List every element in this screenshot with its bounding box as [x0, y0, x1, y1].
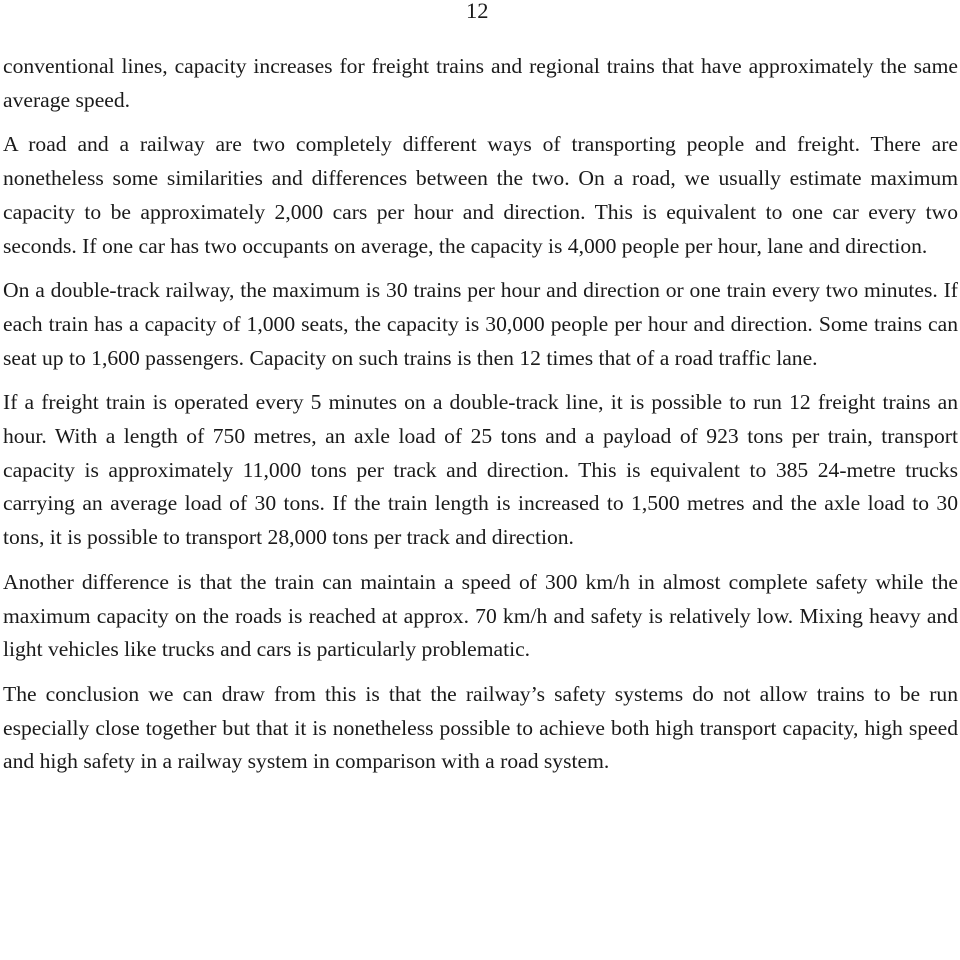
page-number: 12 — [466, 0, 489, 23]
body-text — [3, 50, 958, 790]
paragraph-6: The conclusion we can draw from this is that the railway’s safety systems do not allow trains to be run especially close together but that it is nonetheless possible to achieve both high transport capacity, high speed and high safety in a railway system in comparison with a road system. — [3, 681, 958, 774]
paragraph-4: If a freight train is operated every 5 minutes on a double-track line, it is possible to run 12 freight trains an hour. With a length of 750 metres, an axle load of 25 tons and a payload of 923 tons per train, transport capacity is approximately 11,000 tons per track and direction. This is equivalent to 385 24-metre trucks carrying an average load of 30 tons. If the train length is increased to 1,500 metres and the axle load to 30 tons, it is possible to transport 28,000 tons per track and direction. — [3, 390, 958, 550]
paragraph-2: A road and a railway are two completely different ways of transporting people and freight. There are nonetheless some similarities and differences between the two. On a road, we usually estimate maximum capacity to be approximately 2,000 cars per hour and direction. This is equivalent to one car every two seconds. If one car has two occupants on average, the capacity is 4,000 people per hour, lane and direction. — [3, 132, 958, 258]
paragraph-1: conventional lines, capacity increases for freight trains and regional trains that have approximately the same average speed. — [3, 54, 958, 112]
paragraph-5: Another difference is that the train can maintain a speed of 300 km/h in almost complete safety while the maximum capacity on the roads is reached at approx. 70 km/h and safety is relatively low. Mixing heavy and light vehicles like trucks and cars is particularly problematic. — [3, 569, 958, 662]
paragraph-3: On a double-track railway, the maximum is 30 trains per hour and direction or one train every two minutes. If each train has a capacity of 1,000 seats, the capacity is 30,000 people per hour and direction. Some trains can seat up to 1,600 passengers. Capacity on such trains is then 12 times that of a road traffic lane. — [3, 278, 958, 370]
